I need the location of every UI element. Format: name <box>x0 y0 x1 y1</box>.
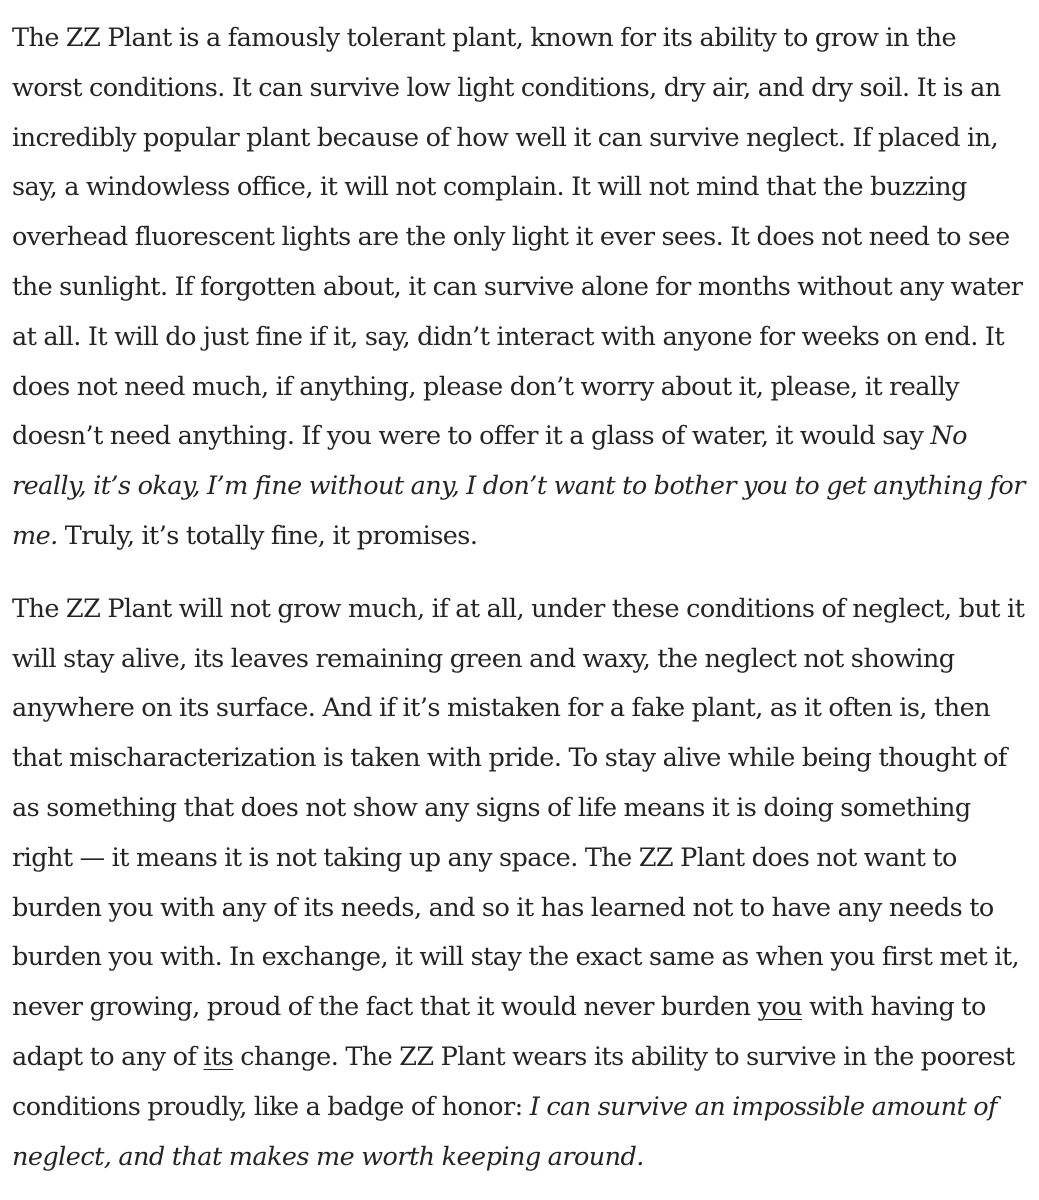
paragraph-2-italic-quote: I can survive an impossible amount of neglect, and that makes me worth keeping around. <box>12 1091 997 1172</box>
paragraph-2-text: The ZZ Plant will not grow much, if at all, under these conditions of neglect, but it will stay alive, its leaves remaining green and waxy, the neglect not showing anywhere on its surface. And if it’s mistaken for a fake plant, as it often is, then that mischaracterization is taken with pride. To stay alive while being thought of as something that does not show any signs of life means it is doing something right — it means it is not taking up any space. The ZZ Plant does not want to burden you with any of its needs, and so it has learned not to have any needs to burden you with. In exchange, it will stay the exact same as when you first met it, never growing, proud of the fact that it would never burden <box>12 593 1025 1023</box>
paragraph-1-text: The ZZ Plant is a famously tolerant plant, known for its ability to grow in the worst conditions. It can survive low light conditions, dry air, and dry soil. It is an incredibly popular plant because of how well it can survive neglect. If placed in, say, a windowless office, it will not complain. It will not mind that the buzzing overhead fluorescent lights are the only light it ever sees. It does not need to see the sunlight. If forgotten about, it can survive alone for months without any water at all. It will do just fine if it, say, didn’t interact with anyone for weeks on end. It does not need much, if anything, please don’t worry about it, please, it really doesn’t need anything. If you were to offer it a glass of water, it would say <box>12 23 1023 452</box>
paragraph-1-closing-text: Truly, it’s totally fine, it promises. <box>57 520 478 551</box>
paragraph-2 <box>12 585 1030 1183</box>
underlined-you: you <box>757 992 803 1023</box>
paragraph-2-middle-text: with having to adapt to any of <box>12 992 986 1072</box>
paragraph-1-italic-quote: No really, it’s okay, I’m fine without any, I don’t want to bother you to get anything for me. <box>12 421 1025 551</box>
underlined-its: its <box>203 1041 234 1072</box>
paragraph-1 <box>12 14 1030 562</box>
paragraph-2-closing-text: change. The ZZ Plant wears its ability to survive in the poorest conditions proudly, like a badge of honor: <box>12 1041 1015 1122</box>
